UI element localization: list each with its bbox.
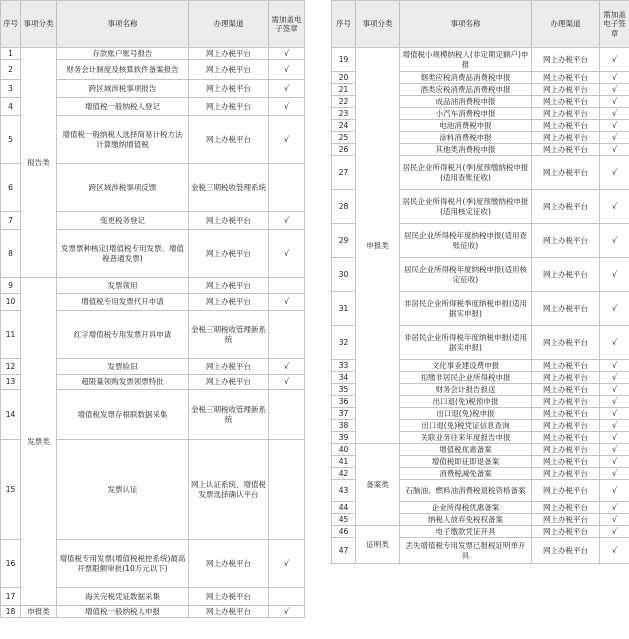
row-number: 14 (1, 390, 21, 440)
item-name: 非居民企业所得税年度纳税申报(适用据实申报) (400, 326, 532, 360)
channel: 网上办税平台 (532, 384, 600, 396)
channel: 网上认证系统、增值税发票选择确认平台 (189, 440, 269, 540)
channel: 网上办税平台 (532, 396, 600, 408)
signature-check (269, 390, 305, 440)
table-row (332, 526, 629, 538)
item-name: 消费税减免备案 (400, 468, 532, 480)
signature-check: √ (269, 212, 305, 230)
signature-check (269, 311, 305, 359)
channel: 网上办税平台 (189, 359, 269, 375)
row-number: 23 (332, 108, 356, 120)
signature-check: √ (600, 444, 629, 456)
channel: 金税三期税收管理新系统 (189, 390, 269, 440)
item-name: 居民企业所得税月(季)度预缴纳税申报(适用查账征收) (400, 156, 532, 190)
signature-check: √ (600, 84, 629, 96)
channel: 网上办税平台 (532, 468, 600, 480)
row-number: 38 (332, 420, 356, 432)
channel: 网上办税平台 (532, 526, 600, 538)
signature-check: √ (600, 502, 629, 514)
signature-check: √ (600, 468, 629, 480)
row-number: 19 (332, 48, 356, 72)
item-name: 出口退(免)税预申报 (400, 396, 532, 408)
signature-check: √ (269, 540, 305, 588)
channel: 网上办税平台 (532, 372, 600, 384)
item-name: 其他类消费税申报 (400, 144, 532, 156)
row-number: 30 (332, 258, 356, 292)
col-header-category: 事项分类 (356, 1, 400, 48)
row-number: 17 (1, 588, 21, 606)
item-name: 电池消费税申报 (400, 120, 532, 132)
channel: 金税三期税收管理新系统 (189, 311, 269, 359)
category-cell: 证明类 (356, 526, 400, 564)
channel: 网上办税平台 (189, 230, 269, 278)
signature-check: √ (600, 292, 629, 326)
row-number: 34 (332, 372, 356, 384)
item-name: 海关完税凭证数据采集 (57, 588, 189, 606)
channel: 网上办税平台 (532, 292, 600, 326)
channel: 网上办税平台 (532, 120, 600, 132)
channel: 网上办税平台 (532, 132, 600, 144)
table-row (1, 606, 305, 618)
signature-check: √ (600, 132, 629, 144)
row-number: 21 (332, 84, 356, 96)
channel: 网上办税平台 (532, 420, 600, 432)
signature-check: √ (269, 230, 305, 278)
row-number: 42 (332, 468, 356, 480)
channel: 网上办税平台 (189, 278, 269, 294)
row-number: 47 (332, 538, 356, 564)
row-number: 43 (332, 480, 356, 502)
row-number: 1 (1, 48, 21, 60)
item-name: 电子缴款凭证开具 (400, 526, 532, 538)
signature-check: √ (600, 420, 629, 432)
item-name: 变更税务登记 (57, 212, 189, 230)
item-name: 发票领用 (57, 278, 189, 294)
row-number: 44 (332, 502, 356, 514)
channel: 网上办税平台 (532, 258, 600, 292)
row-number: 24 (332, 120, 356, 132)
channel: 网上办税平台 (532, 408, 600, 420)
signature-check: √ (600, 432, 629, 444)
col-header-name: 事项名称 (57, 1, 189, 48)
signature-check: √ (600, 538, 629, 564)
left-table-header (1, 1, 305, 48)
signature-check: √ (269, 294, 305, 311)
item-name: 扣缴非居民企业所得税申报 (400, 372, 532, 384)
row-number: 40 (332, 444, 356, 456)
item-name: 财务会计报告报送 (400, 384, 532, 396)
item-name: 增值税一般纳税人登记 (57, 98, 189, 116)
right-table (331, 0, 629, 564)
signature-check: √ (600, 384, 629, 396)
row-number: 10 (1, 294, 21, 311)
channel: 网上办税平台 (532, 360, 600, 372)
channel: 网上办税平台 (189, 80, 269, 98)
row-number: 3 (1, 80, 21, 98)
signature-check: √ (269, 375, 305, 390)
item-name: 关联业务往来年度报告申报 (400, 432, 532, 444)
row-number: 26 (332, 144, 356, 156)
table-row (332, 48, 629, 72)
signature-check: √ (269, 48, 305, 60)
col-header-no: 序号 (1, 1, 21, 48)
item-name: 成品油消费税申报 (400, 96, 532, 108)
row-number: 18 (1, 606, 21, 618)
item-name: 居民企业所得税月(季)度预缴纳税申报(适用核定征收) (400, 190, 532, 224)
item-name: 石脑油、燃料油消费税退税资格备案 (400, 480, 532, 502)
item-name: 发票验旧 (57, 359, 189, 375)
signature-check: √ (600, 156, 629, 190)
category-cell: 申报类 (21, 606, 57, 618)
channel: 网上办税平台 (532, 84, 600, 96)
channel: 网上办税平台 (189, 375, 269, 390)
channel: 网上办税平台 (189, 540, 269, 588)
channel: 网上办税平台 (189, 98, 269, 116)
signature-check: √ (269, 116, 305, 164)
row-number: 46 (332, 526, 356, 538)
item-name: 增值税发票存根联数据采集 (57, 390, 189, 440)
row-number: 41 (332, 456, 356, 468)
channel: 网上办税平台 (532, 224, 600, 258)
category-cell: 发票类 (21, 278, 57, 606)
channel: 网上办税平台 (532, 48, 600, 72)
item-name: 非居民企业所得税季度纳税申报(适用据实申报) (400, 292, 532, 326)
item-name: 烟类应税消费品消费税申报 (400, 72, 532, 84)
col-header-signature: 需加盖电子签章 (600, 1, 629, 48)
channel: 网上办税平台 (189, 116, 269, 164)
item-name: 文化事业建设费申报 (400, 360, 532, 372)
table-row (1, 278, 305, 294)
row-number: 9 (1, 278, 21, 294)
item-name: 财务会计制度及核算软件备案报告 (57, 60, 189, 80)
signature-check: √ (600, 72, 629, 84)
row-number: 37 (332, 408, 356, 420)
item-name: 酒类应税消费品消费税申报 (400, 84, 532, 96)
signature-check: √ (269, 98, 305, 116)
signature-check (269, 588, 305, 606)
right-table-body (332, 48, 629, 564)
channel: 网上办税平台 (189, 48, 269, 60)
row-number: 39 (332, 432, 356, 444)
item-name: 跨区域涉税事项报告 (57, 80, 189, 98)
row-number: 13 (1, 375, 21, 390)
item-name: 出口退(免)税申报 (400, 408, 532, 420)
col-header-no: 序号 (332, 1, 356, 48)
signature-check: √ (600, 360, 629, 372)
signature-check: √ (600, 480, 629, 502)
row-number: 2 (1, 60, 21, 80)
signature-check: √ (600, 514, 629, 526)
channel: 网上办税平台 (189, 60, 269, 80)
item-name: 出口退(免)税凭证信息查询 (400, 420, 532, 432)
signature-check: √ (600, 372, 629, 384)
channel: 金税三期税收管理系统 (189, 164, 269, 212)
channel: 网上办税平台 (532, 456, 600, 468)
row-number: 8 (1, 230, 21, 278)
signature-check: √ (600, 326, 629, 360)
row-number: 32 (332, 326, 356, 360)
row-number: 35 (332, 384, 356, 396)
item-name: 增值税小规模纳税人(非定期定额户)申报 (400, 48, 532, 72)
channel: 网上办税平台 (532, 108, 600, 120)
signature-check: √ (600, 526, 629, 538)
item-name: 小汽车消费税申报 (400, 108, 532, 120)
col-header-channel: 办理渠道 (189, 1, 269, 48)
channel: 网上办税平台 (532, 72, 600, 84)
item-name: 跨区域涉税事项反馈 (57, 164, 189, 212)
col-header-channel: 办理渠道 (532, 1, 600, 48)
signature-check: √ (269, 60, 305, 80)
channel: 网上办税平台 (532, 96, 600, 108)
channel: 网上办税平台 (532, 514, 600, 526)
row-number: 11 (1, 311, 21, 359)
channel: 网上办税平台 (532, 144, 600, 156)
item-name: 企业所得税优惠备案 (400, 502, 532, 514)
channel: 网上办税平台 (189, 294, 269, 311)
channel: 网上办税平台 (532, 444, 600, 456)
channel: 网上办税平台 (189, 212, 269, 230)
category-cell: 报告类 (21, 48, 57, 278)
item-name: 增值税即征即退备案 (400, 456, 532, 468)
signature-check: √ (269, 359, 305, 375)
signature-check: √ (600, 408, 629, 420)
col-header-signature: 需加盖电子签章 (269, 1, 305, 48)
signature-check: √ (269, 80, 305, 98)
signature-check: √ (269, 606, 305, 618)
item-name: 居民企业所得税年度纳税申报(适用查账征收) (400, 224, 532, 258)
channel: 网上办税平台 (189, 588, 269, 606)
row-number: 16 (1, 540, 21, 588)
category-cell: 申报类 (356, 48, 400, 444)
row-number: 29 (332, 224, 356, 258)
row-number: 20 (332, 72, 356, 84)
channel: 网上办税平台 (189, 606, 269, 618)
signature-check: √ (600, 224, 629, 258)
row-number: 45 (332, 514, 356, 526)
item-name: 发票票种核定(增值税专用发票、增值税普通发票) (57, 230, 189, 278)
channel: 网上办税平台 (532, 190, 600, 224)
item-name: 增值税优惠备案 (400, 444, 532, 456)
row-number: 36 (332, 396, 356, 408)
row-number: 22 (332, 96, 356, 108)
row-number: 6 (1, 164, 21, 212)
signature-check (269, 278, 305, 294)
signature-check: √ (600, 108, 629, 120)
row-number: 15 (1, 440, 21, 540)
category-cell: 备案类 (356, 444, 400, 526)
channel: 网上办税平台 (532, 502, 600, 514)
signature-check: √ (600, 96, 629, 108)
item-name: 超限量领购发票领票特批 (57, 375, 189, 390)
channel: 网上办税平台 (532, 326, 600, 360)
row-number: 31 (332, 292, 356, 326)
item-name: 红字增值税专用发票开具申请 (57, 311, 189, 359)
signature-check: √ (600, 396, 629, 408)
signature-check: √ (600, 456, 629, 468)
item-name: 增值税一般纳税人申报 (57, 606, 189, 618)
item-name: 丢失增值税专用发票已报税证明单开具 (400, 538, 532, 564)
row-number: 7 (1, 212, 21, 230)
item-name: 增值税一般纳税人选择简易计税方法计算缴纳增值税 (57, 116, 189, 164)
left-table-body (1, 48, 305, 618)
item-name: 增值税专用发票(增值税税控系统)最高开票限额审批(10万元以下) (57, 540, 189, 588)
item-name: 涂料消费税申报 (400, 132, 532, 144)
item-name: 发票认证 (57, 440, 189, 540)
item-name: 存款账户账号报告 (57, 48, 189, 60)
item-name: 纳税人放弃免税权备案 (400, 514, 532, 526)
row-number: 25 (332, 132, 356, 144)
signature-check: √ (600, 120, 629, 132)
right-table-header (332, 1, 629, 48)
item-name: 增值税专用发票代开申请 (57, 294, 189, 311)
row-number: 5 (1, 116, 21, 164)
row-number: 28 (332, 190, 356, 224)
col-header-name: 事项名称 (400, 1, 532, 48)
row-number: 33 (332, 360, 356, 372)
item-name: 居民企业所得税年度纳税申报(适用核定征收) (400, 258, 532, 292)
row-number: 27 (332, 156, 356, 190)
channel: 网上办税平台 (532, 432, 600, 444)
row-number: 12 (1, 359, 21, 375)
left-table (0, 0, 305, 618)
channel: 网上办税平台 (532, 480, 600, 502)
signature-check (269, 440, 305, 540)
signature-check: √ (600, 144, 629, 156)
col-header-category: 事项分类 (21, 1, 57, 48)
table-row (1, 48, 305, 60)
channel: 网上办税平台 (532, 538, 600, 564)
channel: 网上办税平台 (532, 156, 600, 190)
signature-check: √ (600, 190, 629, 224)
signature-check: √ (600, 258, 629, 292)
table-row (332, 444, 629, 456)
signature-check: √ (600, 48, 629, 72)
signature-check (269, 164, 305, 212)
row-number: 4 (1, 98, 21, 116)
